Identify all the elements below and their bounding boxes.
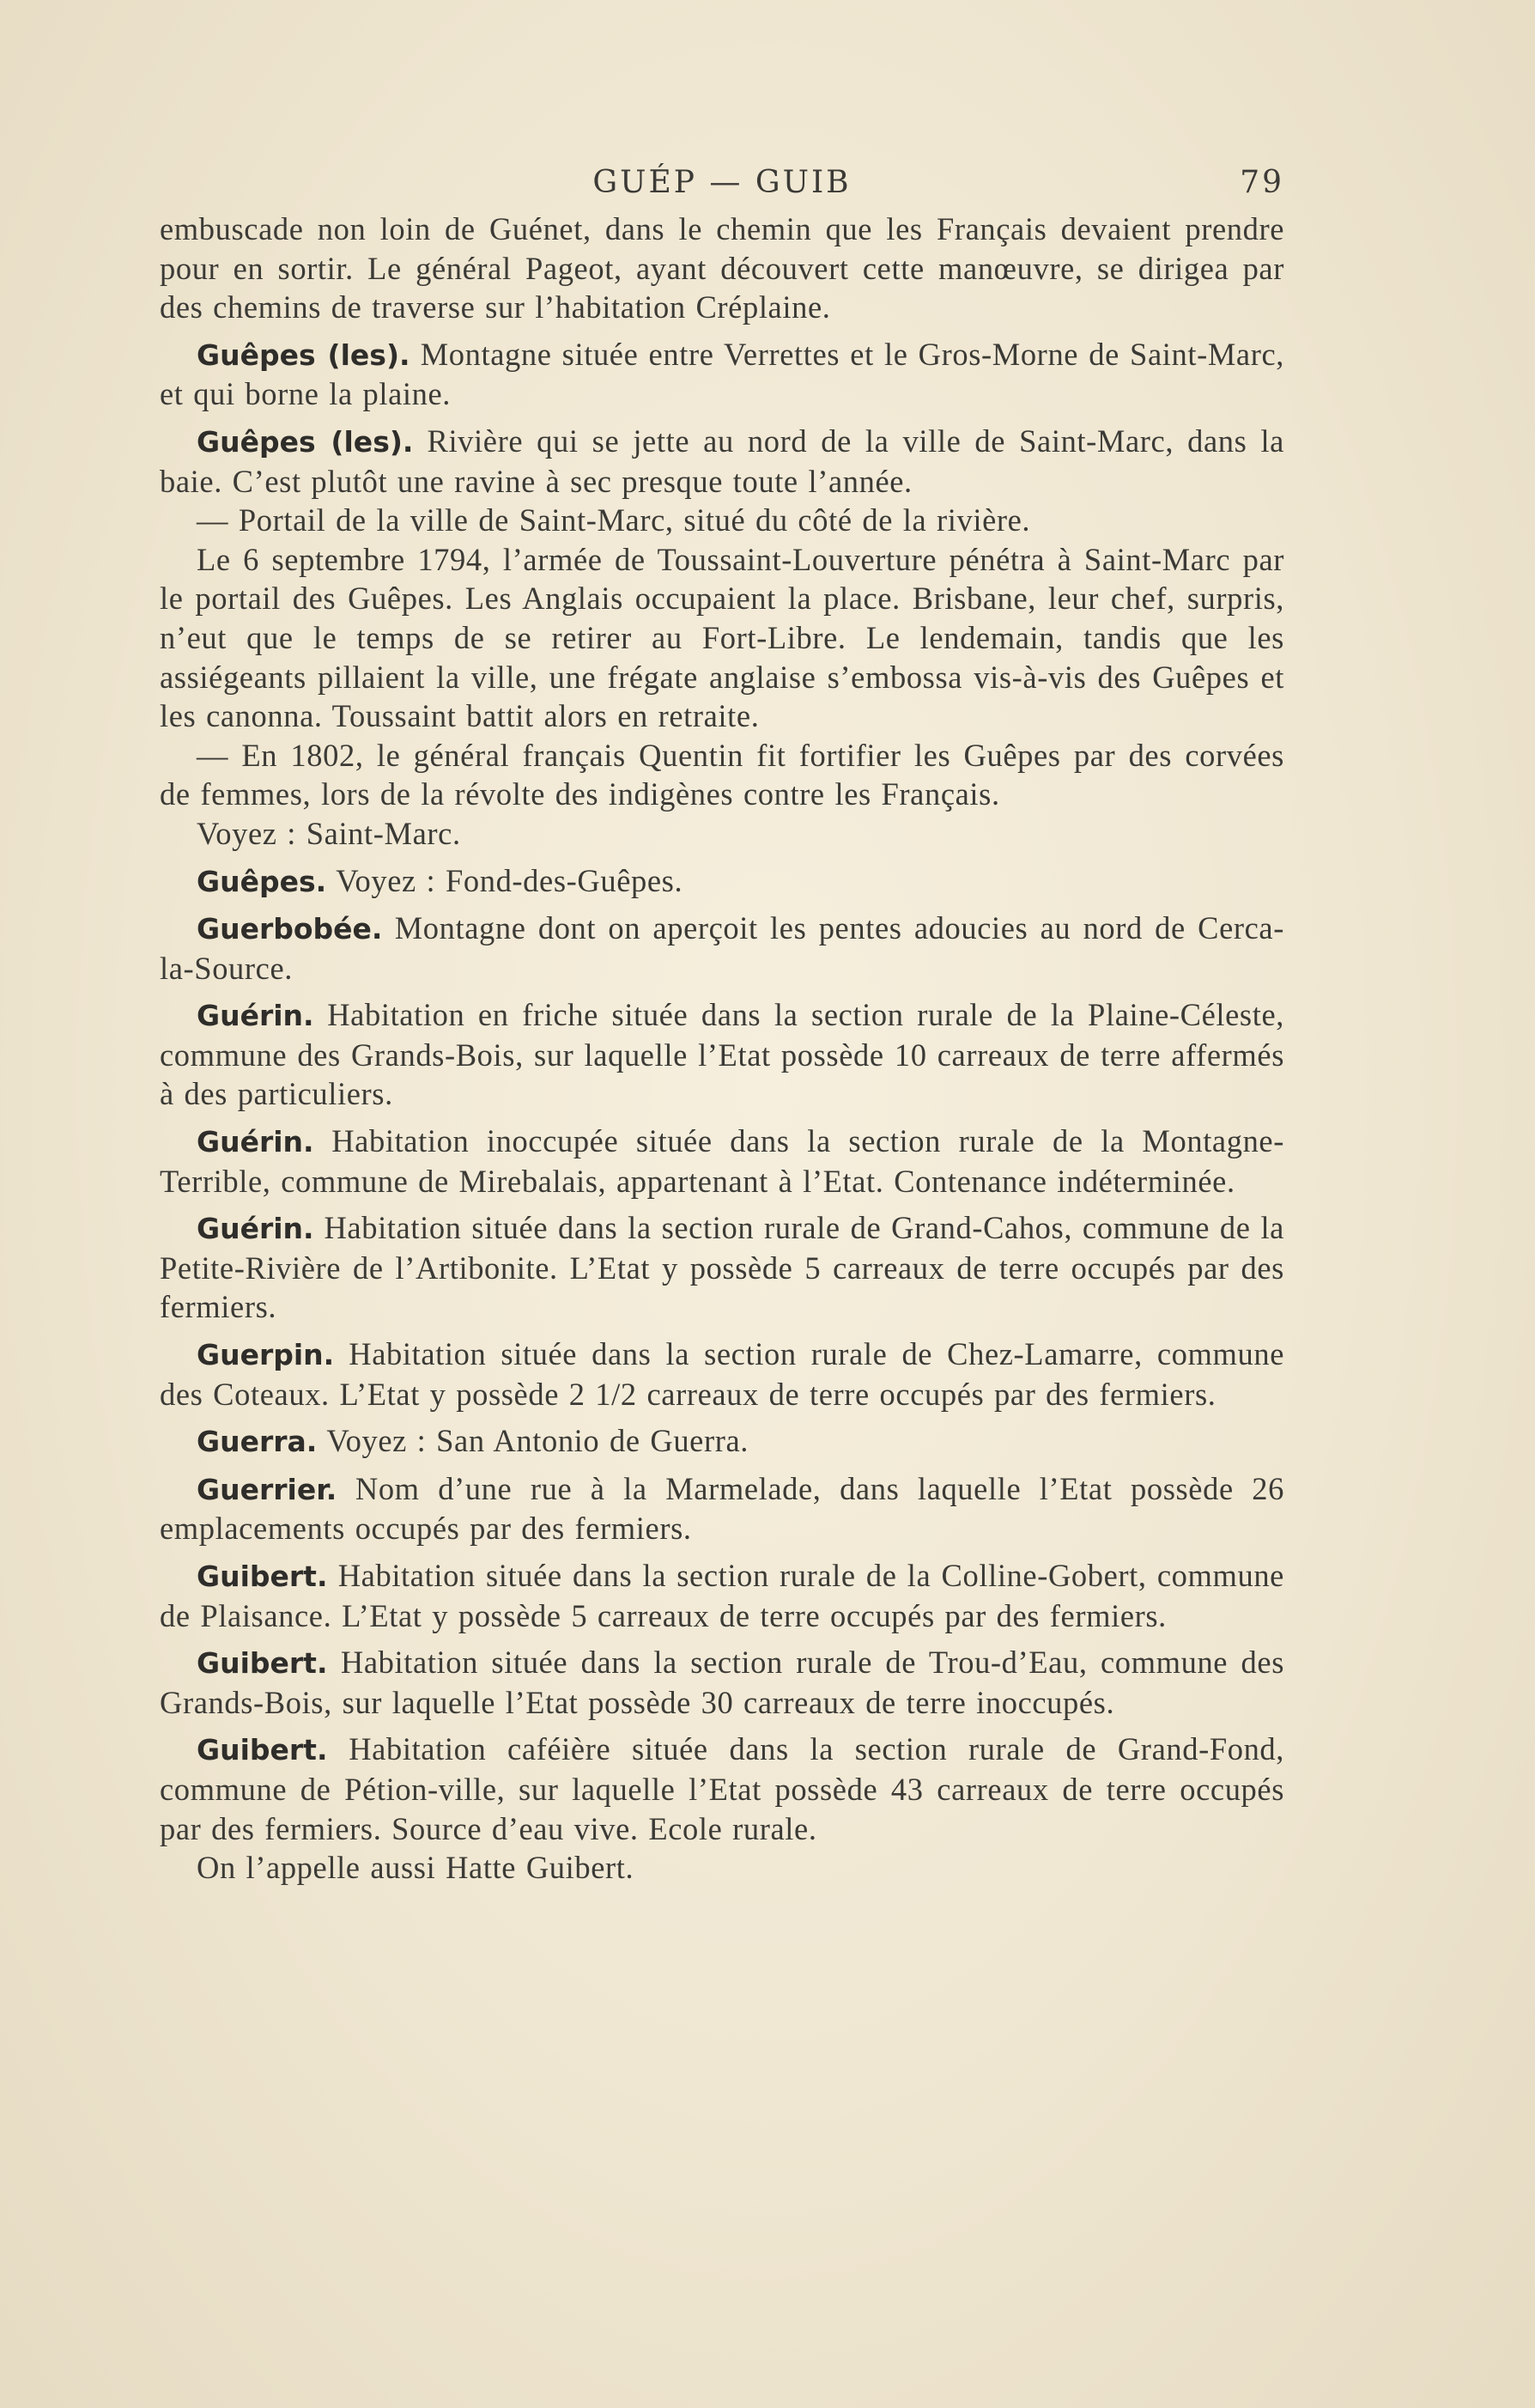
- entry-text: Nom d’une rue à la Marmelade, dans laquelle l’Etat possède 26 emplacements occupés par des fermiers.: [160, 1470, 1284, 1547]
- entry-guerra: [160, 1421, 1284, 1462]
- entry-guerrier: [160, 1469, 1284, 1548]
- entry-text: Habitation inoccupée située dans la section rurale de la Montagne-Terrible, commune de Mirebalais, appartenant à l’Etat. Contenance indéterminée.: [160, 1123, 1284, 1199]
- entry-headword: Guerra.: [197, 1425, 318, 1459]
- body-text: [160, 210, 1284, 1888]
- entry-headword: Guêpes.: [197, 864, 327, 898]
- entry-text: Rivière qui se jette au nord de la ville de Saint-Marc, dans la baie. C’est plutôt une ravine à sec presque toute l’année.: [160, 423, 1284, 499]
- entry-text: Voyez : San Antonio de Guerra.: [326, 1423, 749, 1459]
- entry-headword: Guerrier.: [197, 1472, 337, 1506]
- entry-text: Montagne dont on aperçoit les pentes adoucies au nord de Cerca-la-Source.: [160, 910, 1284, 986]
- entry-text: Le 6 septembre 1794, l’armée de Toussaint-Louverture pénétra à Saint-Marc par le portail des Guêpes. Les Anglais occupaient la place. Brisbane, leur chef, surpris, n’eut que le temps de se retirer au Fort-Libre. Le lendemain, tandis que les assiégeants pillaient la ville, une frégate anglaise s’embossa vis-à-vis des Guêpes et les canonna. Toussaint battit alors en retraite.: [160, 541, 1284, 734]
- entry-text: Habitation située dans la section rurale de Trou-d’Eau, commune des Grands-Bois, sur laquelle l’Etat possède 30 carreaux de terre inoccupés.: [160, 1645, 1284, 1720]
- entry-guibert-1: [160, 1556, 1284, 1635]
- entry-text: Habitation en friche située dans la section rurale de la Plaine-Céleste, commune des Grands-Bois, sur laquelle l’Etat possède 10 carreaux de terre affermés à des particuliers.: [160, 997, 1284, 1112]
- entry-headword: Guérin.: [197, 999, 314, 1033]
- entry-text: On l’appelle aussi Hatte Guibert.: [197, 1850, 634, 1886]
- entry-continuation: [160, 736, 1284, 814]
- entry-text: — En 1802, le général français Quentin fit fortifier les Guêpes par des corvées de femmes, lors de la révolte des indigènes contre les Français.: [160, 737, 1284, 812]
- running-head: [160, 161, 1284, 210]
- page-number: 79: [1240, 165, 1284, 200]
- entry-guepes-voyez: [160, 861, 1284, 902]
- entry-headword: Guibert.: [197, 1733, 328, 1767]
- entry-guibert-3: [160, 1730, 1284, 1848]
- entry-guerin-2: [160, 1122, 1284, 1201]
- entry-headword: Guêpes (les).: [197, 424, 414, 459]
- entry-cross-reference: [160, 814, 1284, 854]
- running-head-title: GUÉP — GUIB: [592, 165, 852, 200]
- entry-text: Habitation située dans la section rurale de Grand-Cahos, commune de la Petite-Rivière de l’Artibonite. L’Etat y possède 5 carreaux de terre occupés par des fermiers.: [160, 1210, 1284, 1325]
- entry-headword: Guêpes (les).: [197, 337, 410, 372]
- entry-text: Voyez : Fond-des-Guêpes.: [336, 862, 683, 898]
- entry-continuation: [160, 540, 1284, 736]
- entry-text: Habitation caféière située dans la section rurale de Grand-Fond, commune de Pétion-ville, sur laquelle l’Etat possède 43 carreaux de terre occupés par des fermiers. Source d’eau vive. Ecole rurale.: [160, 1731, 1284, 1846]
- entry-headword: Guérin.: [197, 1212, 314, 1246]
- entry-continuation: [160, 1848, 1284, 1888]
- entry-headword: Guerbobée.: [197, 912, 383, 946]
- entry-text: Voyez : Saint-Marc.: [197, 815, 461, 851]
- entry-text: — Portail de la ville de Saint-Marc, situé du côté de la rivière.: [197, 502, 1031, 538]
- entry-headword: Guibert.: [197, 1560, 328, 1593]
- entry-guibert-2: [160, 1643, 1284, 1722]
- entry-guerpin: [160, 1335, 1284, 1414]
- entry-headword: Guerpin.: [197, 1338, 335, 1372]
- entry-guerin-3: [160, 1208, 1284, 1327]
- entry-guerbobee: [160, 909, 1284, 988]
- entry-continuation: [160, 501, 1284, 540]
- entry-text: Habitation située dans la section rurale de la Colline-Gobert, commune de Plaisance. L’Etat y possède 5 carreaux de terre occupés par des fermiers.: [160, 1558, 1284, 1633]
- entry-guepes-riviere: [160, 422, 1284, 501]
- entry-guepes-montagne: [160, 335, 1284, 414]
- entry-text: Montagne située entre Verrettes et le Gros-Morne de Saint-Marc, et qui borne la plaine.: [160, 336, 1284, 412]
- document-page: [160, 161, 1284, 2240]
- entry-headword: Guérin.: [197, 1125, 314, 1159]
- intro-paragraph: embuscade non loin de Guénet, dans le chemin que les Français devaient prendre pour en sortir. Le général Pageot, ayant découvert cette manœuvre, se dirigea par des chemins de traverse sur l’habitation Créplaine.: [160, 211, 1284, 325]
- entry-text: Habitation située dans la section rurale de Chez-Lamarre, commune des Coteaux. L’Etat y possède 2 1/2 carreaux de terre occupés par des fermiers.: [160, 1336, 1284, 1412]
- entry-guerin-1: [160, 995, 1284, 1114]
- entry-headword: Guibert.: [197, 1646, 328, 1681]
